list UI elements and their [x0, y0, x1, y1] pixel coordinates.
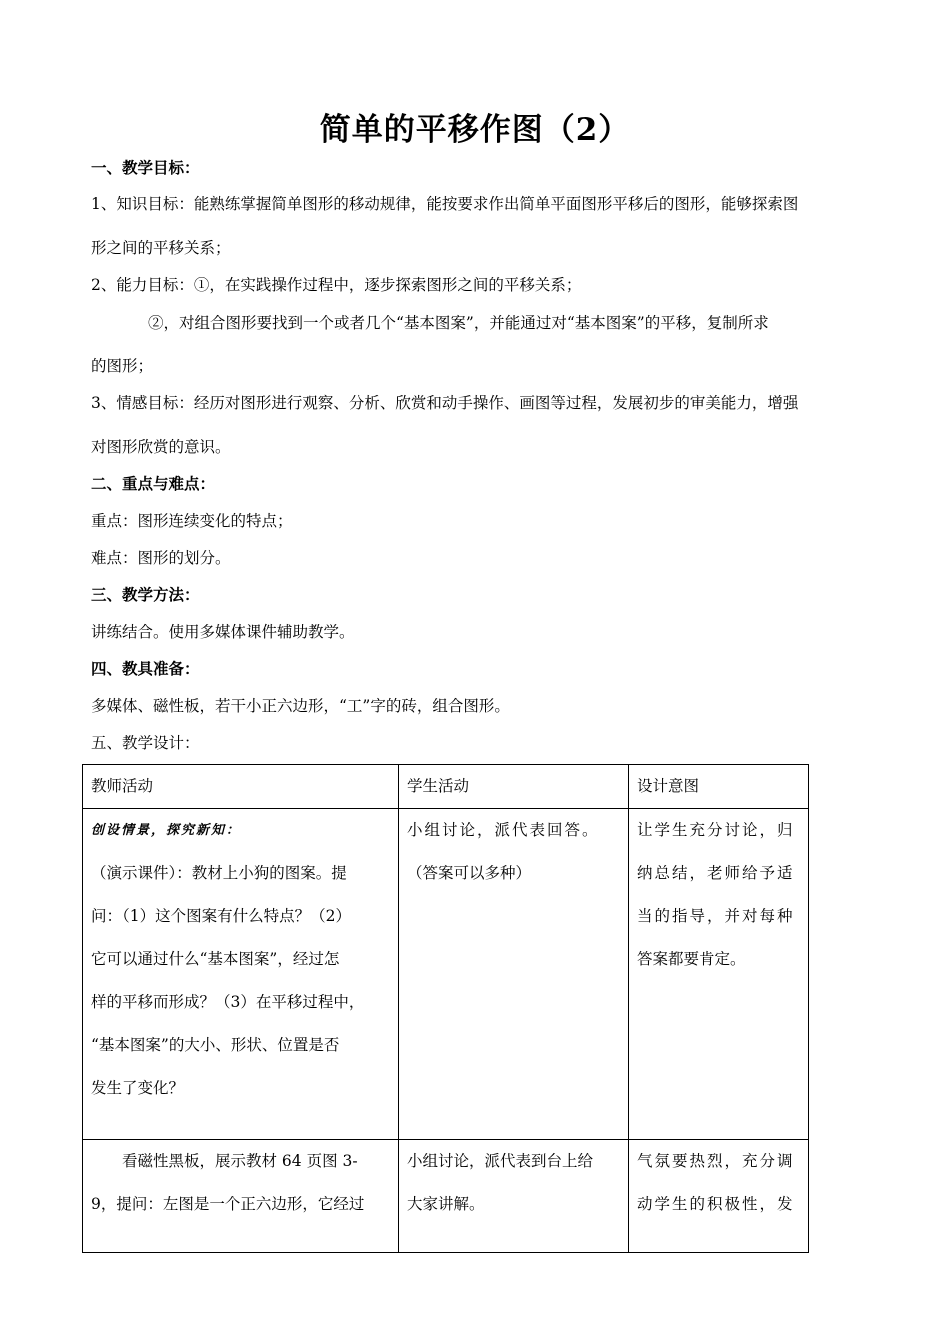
cell-line: 动学生的积极性，发 [637, 1195, 795, 1213]
paragraph-line: 3、情感目标：经历对图形进行观察、分析、欣赏和动手操作、画图等过程，发展初步的审美能力，增强 [91, 394, 799, 412]
header-design-intent: 设计意图 [629, 765, 809, 809]
cell-line: 它可以通过什么“基本图案”，经过怎 [91, 950, 340, 968]
cell-line: 9，提问：左图是一个正六边形，它经过 [91, 1195, 365, 1213]
cell-line: 发生了变化？ [91, 1079, 185, 1097]
teacher-activity-cell [83, 1140, 399, 1253]
design-intent-cell [629, 1140, 809, 1253]
cell-line: 当的指导，并对每种 [637, 907, 795, 925]
design-intent-cell [629, 809, 809, 1140]
teacher-activity-cell [83, 809, 399, 1140]
student-activity-cell [399, 809, 629, 1140]
paragraph-line: 多媒体、磁性板，若干小正六边形，“工”字的砖，组合图形。 [91, 697, 510, 715]
cell-line: 气氛要热烈，充分调 [637, 1152, 795, 1170]
paragraph-line: 2、能力目标：①，在实践操作过程中，逐步探索图形之间的平移关系； [91, 276, 582, 294]
cell-line: （答案可以多种） [407, 864, 532, 882]
section-heading-objectives: 一、教学目标： [91, 158, 200, 177]
section-heading-materials: 四、教具准备： [91, 659, 200, 678]
paragraph-line: 对图形欣赏的意识。 [91, 438, 231, 456]
cell-line: 让学生充分讨论，归 [637, 821, 795, 839]
header-student-activity: 学生活动 [399, 765, 629, 809]
header-teacher-activity: 教师活动 [83, 765, 399, 809]
cell-line: 小组讨论，派代表回答。 [407, 821, 600, 839]
student-activity-cell [399, 1140, 629, 1253]
page-title: 简单的平移作图（2） [319, 112, 631, 148]
cell-line: 纳总结，老师给予适 [637, 864, 795, 882]
cell-line: 看磁性黑板，展示教材 64 页图 3- [122, 1152, 358, 1170]
cell-line: “基本图案”的大小、形状、位置是否 [91, 1036, 340, 1054]
table-row [83, 809, 809, 1140]
cell-line: 答案都要肯定。 [637, 950, 746, 968]
cell-line: 问：（1）这个图案有什么特点？（2） [91, 907, 351, 925]
section-heading-design: 五、教学设计： [91, 734, 200, 752]
paragraph-line: 1、知识目标：能熟练掌握简单图形的移动规律，能按要求作出简单平面图形平移后的图形，能够探索图 [91, 195, 799, 213]
paragraph-line: 难点：图形的划分。 [91, 549, 231, 567]
paragraph-line: 讲练结合。使用多媒体课件辅助教学。 [91, 623, 355, 641]
paragraph-line: 形之间的平移关系； [91, 239, 231, 257]
paragraph-line: 重点：图形连续变化的特点； [91, 512, 293, 530]
cell-line: 大家讲解。 [407, 1195, 485, 1213]
cell-line: 样的平移而形成？（3）在平移过程中， [91, 993, 365, 1011]
lesson-design-table [82, 764, 809, 1253]
section-heading-methods: 三、教学方法： [91, 585, 200, 604]
table-row [83, 1140, 809, 1253]
cell-subheading: 创设情景，探究新知： [91, 823, 242, 838]
cell-line: （演示课件）：教材上小狗的图案。提 [91, 864, 347, 882]
paragraph-line: ②，对组合图形要找到一个或者几个“基本图案”，并能通过对“基本图案”的平移，复制所求 [148, 314, 769, 332]
cell-line: 小组讨论，派代表到台上给 [407, 1152, 594, 1170]
table-header-row [83, 765, 809, 809]
paragraph-line: 的图形； [91, 357, 154, 375]
section-heading-key-points: 二、重点与难点： [91, 474, 216, 493]
